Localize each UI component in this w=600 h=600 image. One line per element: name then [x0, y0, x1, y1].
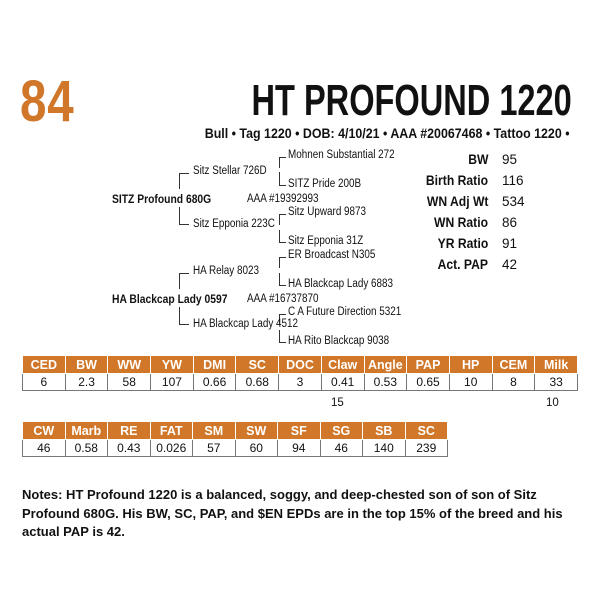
epd-header: SC	[236, 356, 279, 374]
stat-label: WN Adj Wt	[426, 194, 488, 209]
dam-name: HA Blackcap Lady 0597	[112, 292, 228, 306]
stat-value: 534	[502, 194, 525, 209]
stat-value: 95	[502, 152, 518, 167]
stat-label: Birth Ratio	[425, 173, 488, 188]
epd-header: WW	[108, 356, 151, 374]
epd-header: SW	[235, 422, 278, 440]
epd-header: SC	[405, 422, 448, 440]
stat-value: 91	[502, 236, 518, 251]
epd-value: 57	[193, 440, 236, 457]
epd-header: Claw	[321, 356, 364, 374]
epd-value: 107	[151, 374, 194, 391]
stat-label: Act. PAP	[437, 257, 488, 272]
dam-dam: HA Blackcap Lady 4512	[193, 318, 299, 330]
epd-value: 0.53	[364, 374, 407, 391]
stat-value: 42	[502, 257, 518, 272]
epd-table-primary	[22, 355, 578, 391]
epd-table-carcass	[22, 421, 448, 457]
epd-header: CED	[23, 356, 66, 374]
sire-registration: AAA #19392993	[247, 193, 319, 205]
epd-header: RE	[108, 422, 151, 440]
epd-header: PAP	[407, 356, 450, 374]
animal-name: HT PROFOUND 1220	[251, 76, 572, 125]
sire-sire-sire: Mohnen Substantial 272	[288, 149, 395, 161]
epd-value: 0.41	[321, 374, 364, 391]
epd-header: SM	[193, 422, 236, 440]
dam-dam-sire: C A Future Direction 5321	[288, 306, 402, 318]
dam-sire-sire: ER Broadcast N305	[288, 249, 376, 261]
stat-value: 116	[502, 173, 524, 188]
sire-sire-dam: SITZ Pride 200B	[288, 178, 362, 190]
epd-value: 60	[235, 440, 278, 457]
epd-value: 10	[449, 374, 492, 391]
epd-value: 239	[405, 440, 448, 457]
epd-value-row	[23, 440, 448, 457]
epd-value: 0.58	[65, 440, 108, 457]
animal-info-line: Bull • Tag 1220 • DOB: 4/10/21 • AAA #20067468 • Tattoo 1220 •	[205, 126, 570, 141]
stat-label: WN Ratio	[434, 215, 488, 230]
epd-value: 0.66	[193, 374, 236, 391]
lot-number: 84	[20, 69, 75, 134]
epd-header-row	[23, 422, 448, 440]
epd-value: 6	[23, 374, 66, 391]
epd-header: HP	[449, 356, 492, 374]
sire-dam: Sitz Epponia 223C	[193, 218, 275, 230]
epd-value: 0.68	[236, 374, 279, 391]
epd-value: 0.43	[108, 440, 151, 457]
epd-value-row	[23, 374, 578, 391]
epd-value: 8	[492, 374, 535, 391]
epd-header: DMI	[193, 356, 236, 374]
epd-header: SG	[320, 422, 363, 440]
epd-value: 46	[320, 440, 363, 457]
milk-accuracy-note: 10	[546, 397, 559, 409]
epd-value: 58	[108, 374, 151, 391]
epd-header: SB	[363, 422, 406, 440]
epd-header: YW	[151, 356, 194, 374]
epd-header: SF	[278, 422, 321, 440]
stat-label: YR Ratio	[437, 236, 488, 251]
dam-sire: HA Relay 8023	[193, 265, 259, 277]
epd-header: CEM	[492, 356, 535, 374]
epd-header: FAT	[150, 422, 193, 440]
sire-sire: Sitz Stellar 726D	[193, 165, 267, 177]
epd-value: 46	[23, 440, 66, 457]
epd-value: 3	[279, 374, 322, 391]
epd-value: 140	[363, 440, 406, 457]
epd-value: 33	[535, 374, 578, 391]
epd-value: 94	[278, 440, 321, 457]
epd-header: CW	[23, 422, 66, 440]
dam-dam-dam: HA Rito Blackcap 9038	[288, 335, 390, 347]
epd-value: 0.65	[407, 374, 450, 391]
epd-header: Milk	[535, 356, 578, 374]
dam-registration: AAA #16737870	[247, 293, 319, 305]
epd-header-row	[23, 356, 578, 374]
sire-dam-dam: Sitz Epponia 31Z	[288, 235, 364, 247]
dam-sire-dam: HA Blackcap Lady 6883	[288, 278, 394, 290]
epd-header: BW	[65, 356, 108, 374]
epd-header: Angle	[364, 356, 407, 374]
epd-value: 0.026	[150, 440, 193, 457]
epd-header: DOC	[279, 356, 322, 374]
sire-dam-sire: Sitz Upward 9873	[288, 206, 367, 218]
epd-value: 2.3	[65, 374, 108, 391]
claw-accuracy-note: 15	[331, 397, 344, 409]
epd-header: Marb	[65, 422, 108, 440]
notes-paragraph: Notes: HT Profound 1220 is a balanced, soggy, and deep-chested son of son of Sitz Profound 680G. His BW, SC, PAP, and $EN EPDs are in the top 15% of the breed and his actual PAP is 42.	[22, 487, 563, 539]
stat-label: BW	[467, 152, 488, 167]
sire-name: SITZ Profound 680G	[112, 192, 212, 206]
stat-value: 86	[502, 215, 518, 230]
